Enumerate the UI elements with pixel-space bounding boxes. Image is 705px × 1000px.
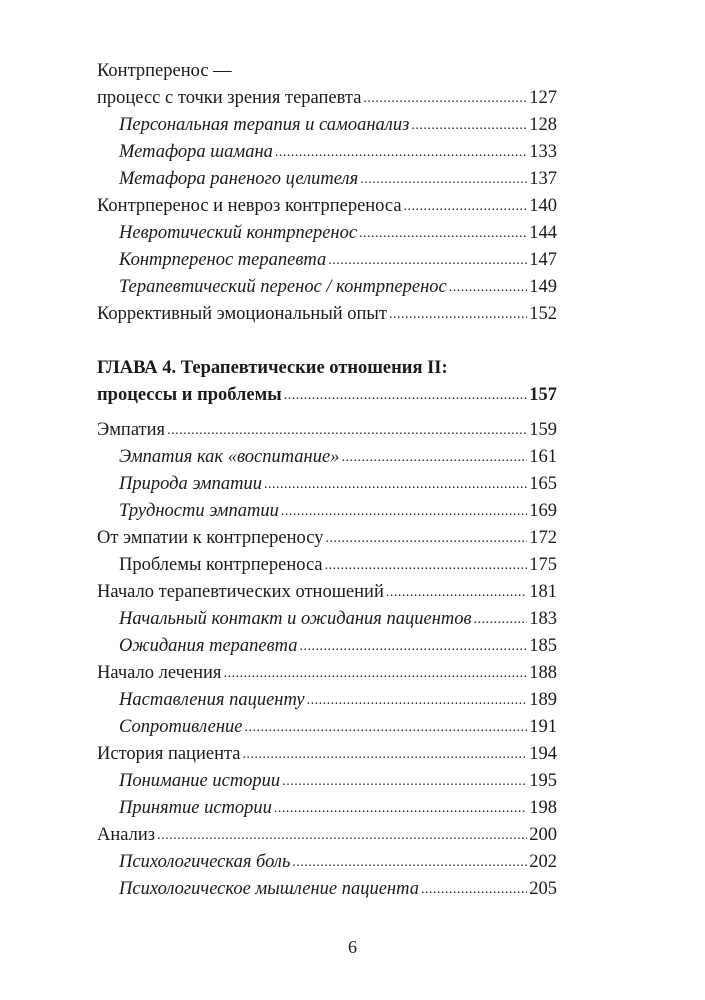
dot-leader xyxy=(341,443,527,471)
toc-subentry-title: Принятие истории xyxy=(119,798,272,818)
chapter-title-text: процессы и проблемы xyxy=(97,385,282,405)
toc-entry-title: Контрперенос и невроз контрпереноса xyxy=(97,196,402,216)
dot-leader xyxy=(474,605,528,633)
toc-page-number: 161 xyxy=(529,447,557,467)
dot-leader xyxy=(223,659,527,687)
toc-page-number: 194 xyxy=(529,744,557,764)
toc-entry xyxy=(97,579,557,606)
toc-page-number: 202 xyxy=(529,852,557,872)
dot-leader xyxy=(284,381,528,409)
toc-page-number: 152 xyxy=(529,304,557,324)
chapter-heading xyxy=(97,355,557,409)
toc-subentry xyxy=(97,849,557,876)
toc-entry-title: процесс с точки зрения терапевта xyxy=(97,88,362,108)
toc-entry xyxy=(97,85,557,112)
toc-subentry-title: Природа эмпатии xyxy=(119,474,262,494)
dot-leader xyxy=(421,875,527,903)
dot-leader xyxy=(282,767,527,795)
toc-entry xyxy=(97,741,557,768)
dot-leader xyxy=(363,84,527,112)
dot-leader xyxy=(359,219,527,247)
toc-entry-title: Начало лечения xyxy=(97,663,222,683)
toc-subentry-title: Метафора раненого целителя xyxy=(119,169,359,189)
toc-page-number: 149 xyxy=(529,277,557,297)
toc-subentry-title: Психологическая боль xyxy=(119,852,291,872)
toc-entry xyxy=(97,417,557,444)
toc-page-number: 188 xyxy=(529,663,557,683)
toc-subentry xyxy=(97,498,557,525)
toc-page-number: 137 xyxy=(529,169,557,189)
toc-subentry xyxy=(97,552,557,579)
toc-subentry xyxy=(97,112,557,139)
toc-page-number: 133 xyxy=(529,142,557,162)
spacer xyxy=(97,328,557,355)
toc-entry xyxy=(97,822,557,849)
toc-subentry xyxy=(97,220,557,247)
dot-leader xyxy=(307,686,528,714)
toc-page-number: 185 xyxy=(529,636,557,656)
toc-subentry xyxy=(97,768,557,795)
toc-subentry xyxy=(97,795,557,822)
toc-page-number: 144 xyxy=(529,223,557,243)
toc-subentry-title: Сопротивление xyxy=(119,717,243,737)
toc-subentry-title: Терапевтический перенос / контрперенос xyxy=(119,277,447,297)
toc-subentry-title: Понимание истории xyxy=(119,771,281,791)
toc-subentry-title: Психологическое мышление пациента xyxy=(119,879,419,899)
toc-entry-title: От эмпатии к контрпереносу xyxy=(97,528,324,548)
toc-subentry-title: Эмпатия как «воспитание» xyxy=(119,447,340,467)
toc-subentry xyxy=(97,444,557,471)
dot-leader xyxy=(275,138,527,166)
toc-entry-title: История пациента xyxy=(97,744,241,764)
dot-leader xyxy=(274,794,527,822)
dot-leader xyxy=(360,165,527,193)
toc-page-number: 191 xyxy=(529,717,557,737)
dot-leader xyxy=(292,848,527,876)
page-number-footer: 6 xyxy=(348,937,357,957)
toc-subentry xyxy=(97,876,557,903)
toc-page-number: 127 xyxy=(529,88,557,108)
dot-leader xyxy=(244,713,527,741)
toc-heading-line: Контрперенос — xyxy=(97,61,232,81)
dot-leader xyxy=(243,740,528,768)
toc-page-number: 157 xyxy=(529,385,557,405)
dot-leader xyxy=(449,273,528,301)
toc-entry-title: Анализ xyxy=(97,825,156,845)
toc-subentry-title: Ожидания терапевта xyxy=(119,636,298,656)
toc-page-number: 159 xyxy=(529,420,557,440)
dot-leader xyxy=(411,111,527,139)
toc-page-number: 172 xyxy=(529,528,557,548)
toc-entry xyxy=(97,193,557,220)
dot-leader xyxy=(281,497,527,525)
toc-subentry xyxy=(97,687,557,714)
toc-entry-title: Эмпатия xyxy=(97,420,166,440)
toc-subentry xyxy=(97,471,557,498)
dot-leader xyxy=(404,192,528,220)
table-of-contents xyxy=(97,58,557,903)
toc-subentry-title: Метафора шамана xyxy=(119,142,273,162)
chapter-title-line: ГЛАВА 4. Терапевтические отношения II: xyxy=(97,358,448,378)
toc-subentry xyxy=(97,714,557,741)
toc-subentry xyxy=(97,633,557,660)
dot-leader xyxy=(167,416,527,444)
toc-subentry xyxy=(97,606,557,633)
dot-leader xyxy=(386,578,527,606)
dot-leader xyxy=(157,821,527,849)
toc-page-number: 128 xyxy=(529,115,557,135)
toc-page-number: 175 xyxy=(529,555,557,575)
toc-page-number: 205 xyxy=(529,879,557,899)
toc-page-number: 189 xyxy=(529,690,557,710)
toc-page-number: 147 xyxy=(529,250,557,270)
toc-entry xyxy=(97,525,557,552)
toc-subentry-title: Начальный контакт и ожидания пациентов xyxy=(119,609,472,629)
toc-subentry-title: Трудности эмпатии xyxy=(119,501,279,521)
dot-leader xyxy=(389,300,527,328)
dot-leader xyxy=(264,470,527,498)
toc-page-number: 181 xyxy=(529,582,557,602)
toc-page-number: 195 xyxy=(529,771,557,791)
toc-subentry-title: Проблемы контрпереноса xyxy=(119,555,323,575)
toc-entry-title: Начало терапевтических отношений xyxy=(97,582,384,602)
toc-subentry-title: Невротический контрперенос xyxy=(119,223,358,243)
dot-leader xyxy=(299,632,527,660)
dot-leader xyxy=(325,551,528,579)
toc-subentry-title: Контрперенос терапевта xyxy=(119,250,327,270)
toc-page-number: 169 xyxy=(529,501,557,521)
toc-page-number: 140 xyxy=(529,196,557,216)
toc-entry xyxy=(97,660,557,687)
toc-subentry xyxy=(97,166,557,193)
toc-page-number: 183 xyxy=(529,609,557,629)
toc-page-number: 200 xyxy=(529,825,557,845)
toc-subentry xyxy=(97,274,557,301)
toc-page-number: 165 xyxy=(529,474,557,494)
dot-leader xyxy=(328,246,527,274)
toc-subentry xyxy=(97,247,557,274)
toc-subentry-title: Персональная терапия и самоанализ xyxy=(119,115,410,135)
toc-entry xyxy=(97,301,557,328)
toc-subentry-title: Наставления пациенту xyxy=(119,690,305,710)
toc-subentry xyxy=(97,139,557,166)
chapter-title-entry xyxy=(97,382,557,409)
toc-entry-title: Коррективный эмоциональный опыт xyxy=(97,304,387,324)
toc-page-number: 198 xyxy=(529,798,557,818)
dot-leader xyxy=(325,524,527,552)
